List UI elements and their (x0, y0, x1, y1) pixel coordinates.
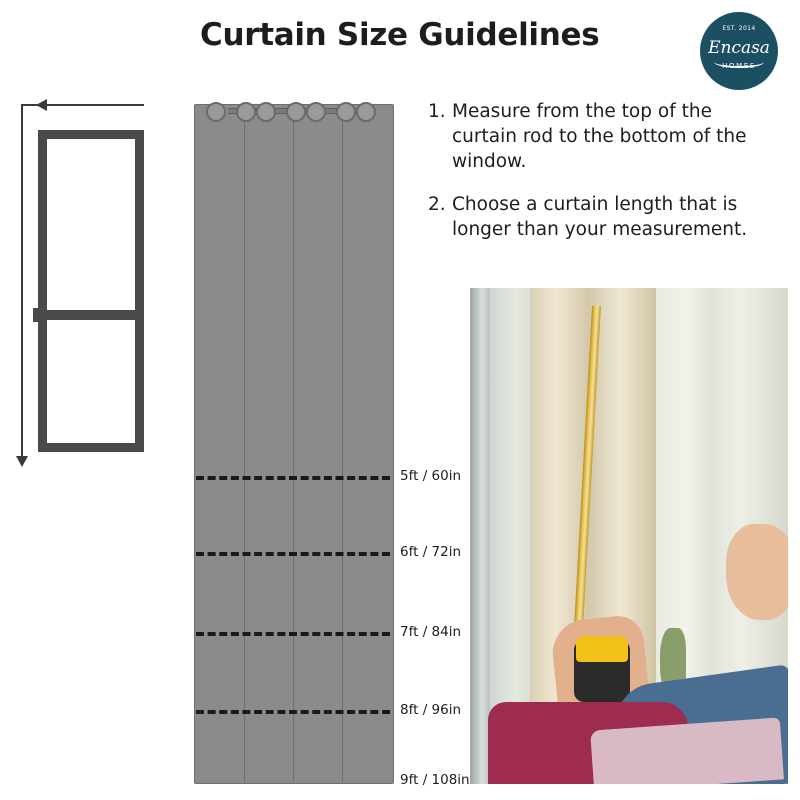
curtain-panel (194, 104, 394, 784)
instruction-number: 2. (428, 193, 446, 215)
vertical-measure-arrow-line (21, 104, 23, 462)
curtain-grommet-icon (356, 102, 376, 122)
curtain-size-label: 6ft / 72in (400, 544, 462, 560)
photo-person-face (726, 524, 788, 620)
window-latch-icon (33, 308, 42, 322)
curtain-size-label: 7ft / 84in (400, 624, 462, 640)
curtain-grommet-icon (256, 102, 276, 122)
vertical-measure-arrow-head-icon (16, 456, 28, 467)
instruction-item (428, 193, 776, 243)
instruction-item (428, 100, 776, 175)
curtain-grommet-icon (286, 102, 306, 122)
photo-wall (470, 288, 490, 784)
instruction-text: Choose a curtain length that is longer than your measurement. (452, 193, 748, 240)
logo-brand-text: Encasa (708, 38, 770, 58)
page-title: Curtain Size Guidelines (200, 17, 600, 53)
curtain-grommet-icon (236, 102, 256, 122)
measurement-photo (470, 288, 788, 784)
curtain-size-label: 9ft / 108in (400, 772, 470, 788)
curtain-grommet-icon (336, 102, 356, 122)
instruction-number: 1. (428, 101, 446, 122)
brand-logo (700, 12, 778, 90)
window-mullion (38, 310, 144, 320)
curtain-grommet-icon (206, 102, 226, 122)
horizontal-measure-arrow-head-icon (36, 99, 47, 111)
window-diagram (14, 94, 179, 474)
curtain-length-marker (196, 552, 390, 556)
curtain-diagram (194, 96, 470, 788)
curtain-panel-seam (244, 104, 245, 782)
instruction-text: Measure from the top of the curtain rod to the bottom of the window. (452, 101, 747, 172)
curtain-panel-seam (293, 104, 294, 782)
curtain-grommet-icon (306, 102, 326, 122)
curtain-length-marker (196, 710, 390, 714)
curtain-size-label: 8ft / 96in (400, 702, 462, 718)
curtain-size-label: 5ft / 60in (400, 468, 462, 484)
curtain-length-marker (196, 476, 390, 480)
window-frame (38, 130, 144, 452)
curtain-length-marker (196, 632, 390, 636)
logo-subtitle-text: HOMES (722, 62, 756, 70)
photo-tape-measure-top (576, 636, 628, 662)
logo-established-text: EST. 2014 (722, 25, 756, 32)
curtain-panel-seam (342, 104, 343, 782)
instruction-list (428, 100, 776, 261)
photo-sheer-curtain-right (710, 288, 788, 718)
